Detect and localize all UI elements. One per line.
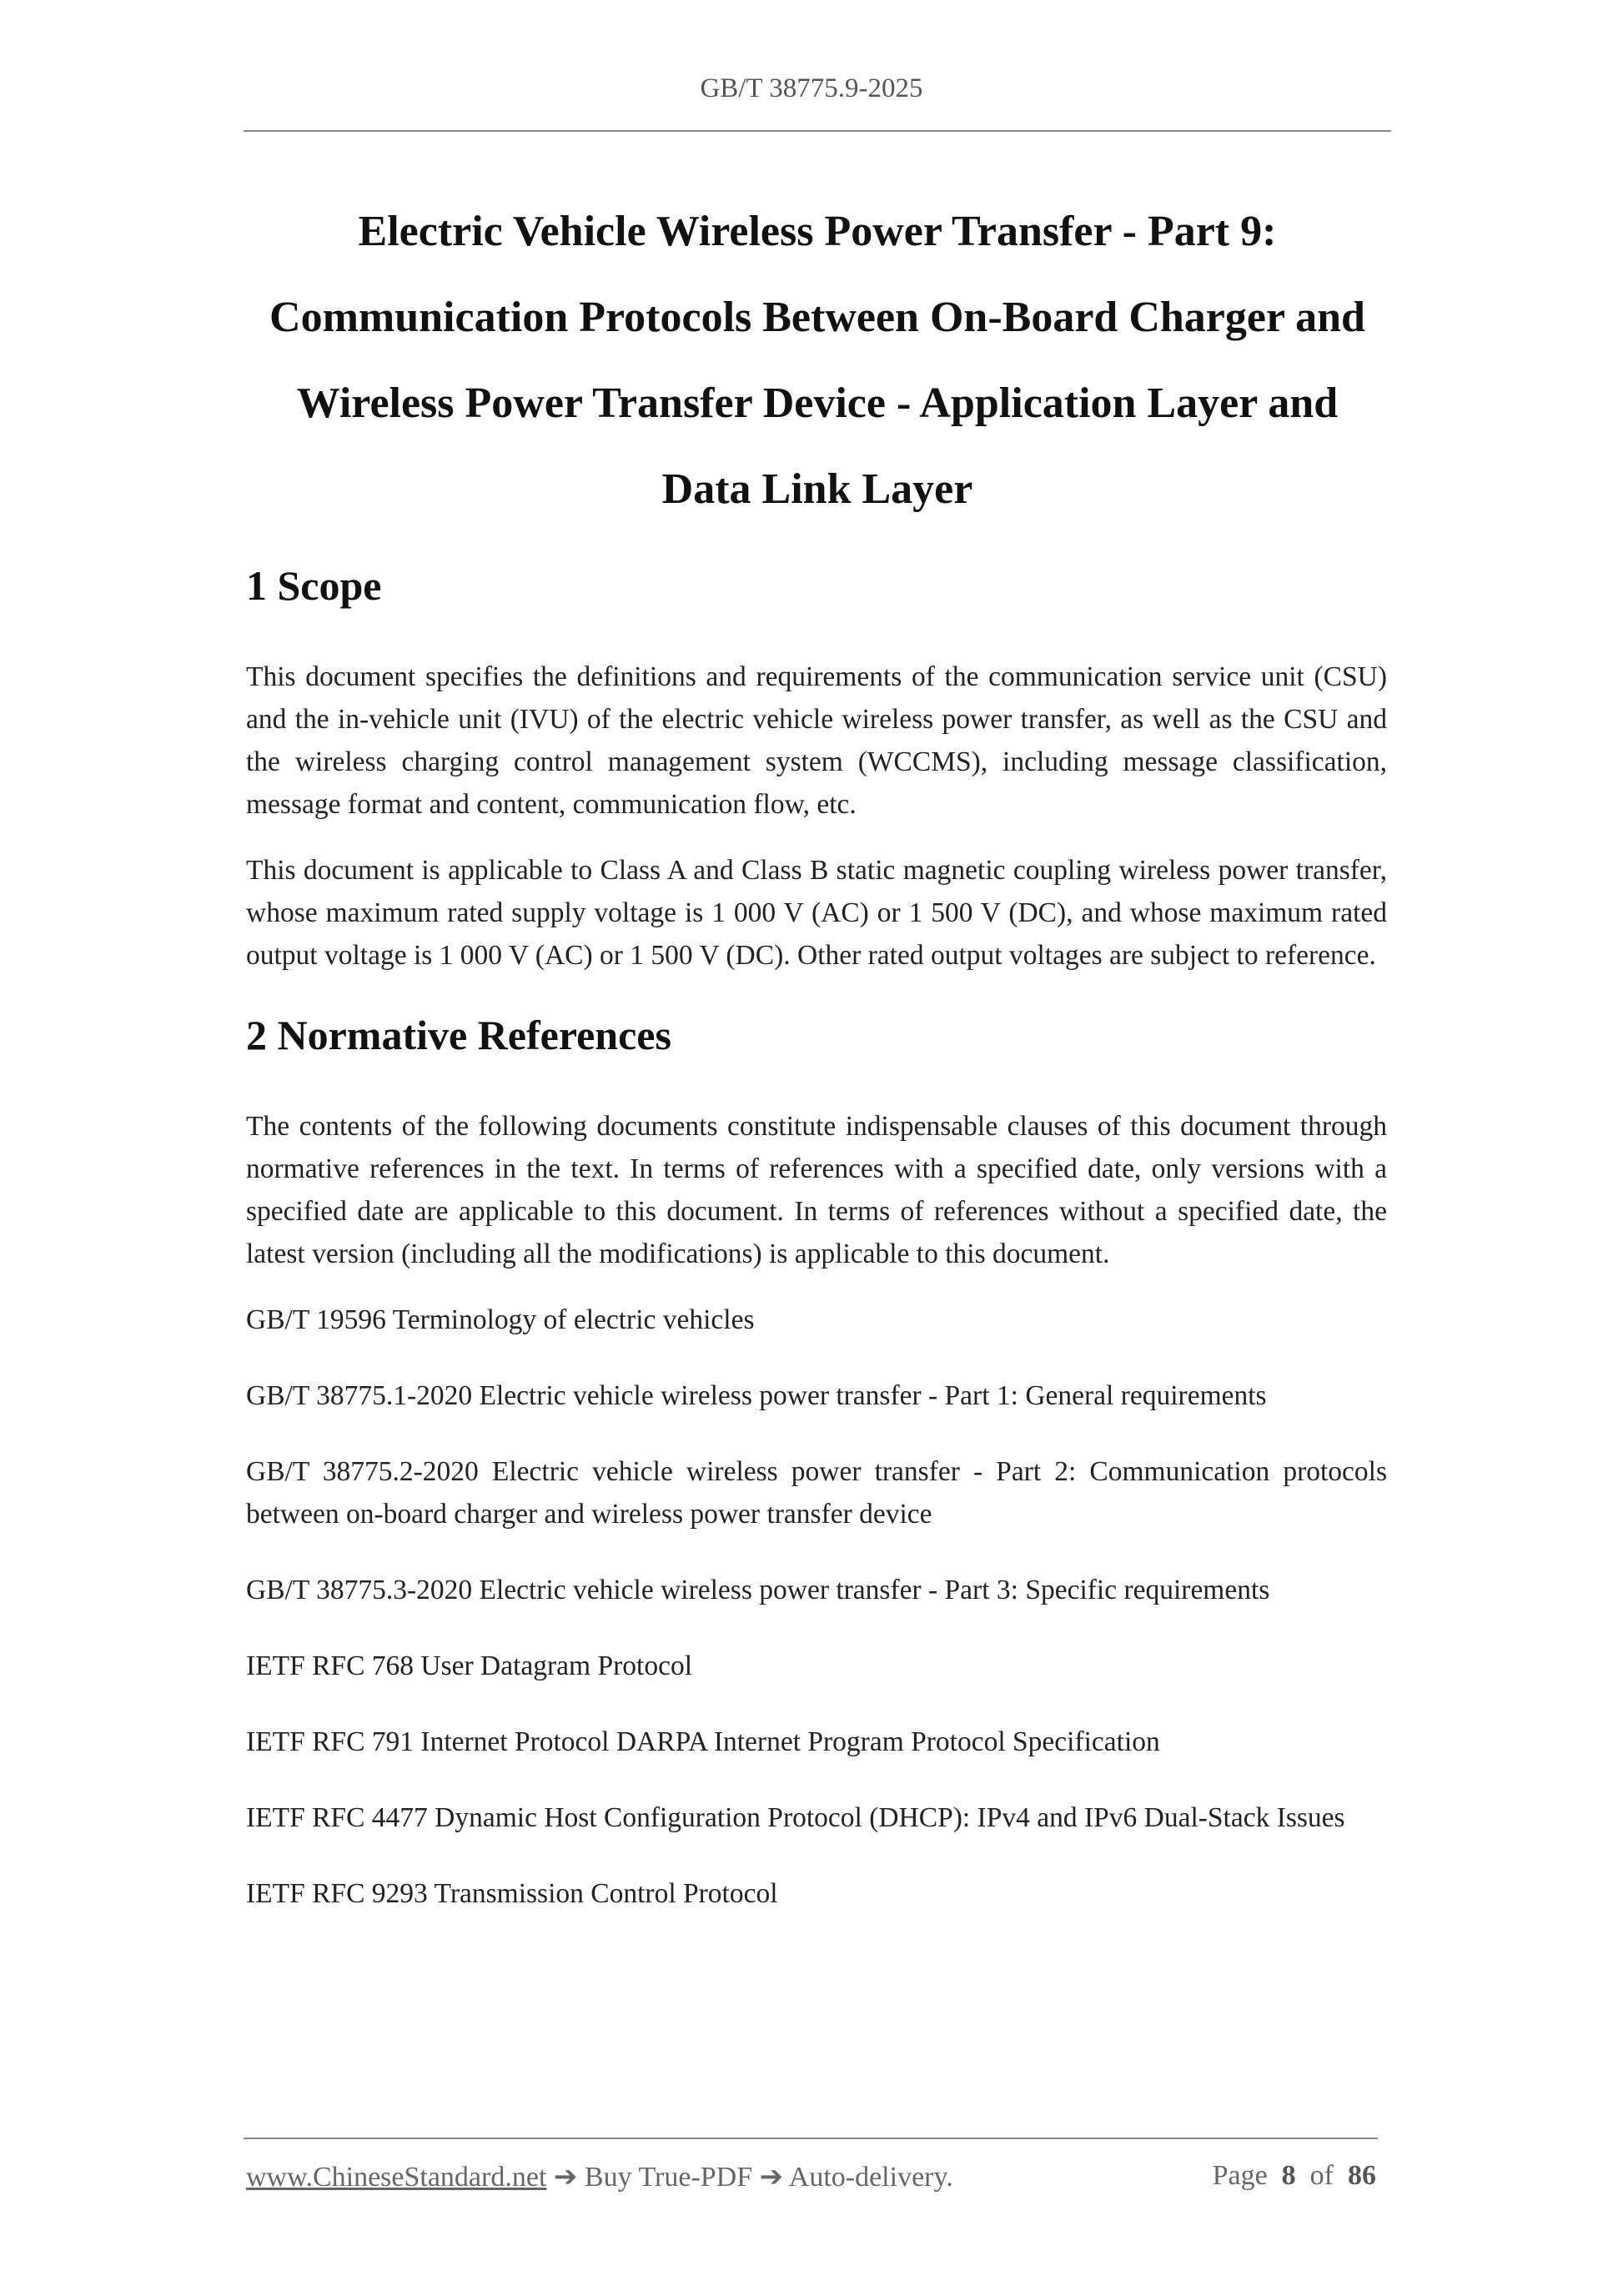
document-title — [244, 188, 1391, 532]
page-current: 8 — [1281, 2160, 1296, 2191]
section-normative-references — [246, 1010, 1387, 1915]
buy-text: Buy True-PDF — [584, 2162, 753, 2193]
reference-item: GB/T 38775.1-2020 Electric vehicle wireless power transfer - Part 1: General requirements — [246, 1380, 1267, 1411]
page-total: 86 — [1348, 2160, 1376, 2191]
reference-item: IETF RFC 4477 Dynamic Host Configuration Protocol (DHCP): IPv4 and IPv6 Dual-Stack Issues — [246, 1802, 1345, 1833]
footer-promo — [246, 2160, 953, 2193]
reference-item: IETF RFC 768 User Datagram Protocol — [246, 1650, 693, 1681]
reference-item: IETF RFC 9293 Transmission Control Protocol — [246, 1878, 778, 1909]
title-line: Communication Protocols Between On-Board Charger and — [269, 294, 1365, 341]
standard-code-header: GB/T 38775.9-2025 — [700, 73, 923, 103]
arrow-icon: ➔ — [759, 2162, 784, 2193]
arrow-icon: ➔ — [553, 2162, 578, 2193]
section-heading: 1 Scope — [246, 562, 382, 609]
of-label: of — [1309, 2160, 1334, 2191]
paragraph: This document specifies the definitions and requirements of the communication service unit (CSU) and the in-vehicle unit (IVU) of the electric vehicle wireless power transfer, as well as the CSU and the wireless charging control management system (WCCMS), including message classification, message format and content, communication flow, etc. — [246, 661, 1387, 820]
site-link[interactable]: www.ChineseStandard.net — [246, 2162, 547, 2193]
paragraph: This document is applicable to Class A and Class B static magnetic coupling wireless power transfer, whose maximum rated supply voltage is 1 000 V (AC) or 1 500 V (DC), and whose maximum rated output voltage is 1 000 V (AC) or 1 500 V (DC). Other rated output voltages are subject to reference. — [246, 855, 1387, 971]
reference-item: GB/T 38775.2-2020 Electric vehicle wireless power transfer - Part 2: Communication protocols between on-board charger and wireless power transfer device — [246, 1456, 1387, 1530]
reference-item: IETF RFC 791 Internet Protocol DARPA Internet Program Protocol Specification — [246, 1726, 1160, 1757]
document-body — [246, 560, 1387, 1948]
title-line: Electric Vehicle Wireless Power Transfer - Part 9: — [358, 208, 1277, 255]
reference-item: GB/T 38775.3-2020 Electric vehicle wireless power transfer - Part 3: Specific requirements — [246, 1575, 1270, 1605]
section-heading: 2 Normative References — [246, 1012, 671, 1058]
header-divider — [244, 130, 1391, 132]
paragraph: The contents of the following documents constitute indispensable clauses of this document through normative references in the text. In terms of references with a specified date, only versions with a specified date are applicable to this document. In terms of references without a specified date, the latest version (including all the modifications) is applicable to this document. — [246, 1111, 1387, 1269]
title-line: Wireless Power Transfer Device - Application Layer and — [296, 379, 1339, 427]
title-line: Data Link Layer — [661, 465, 973, 513]
delivery-text: Auto-delivery. — [788, 2162, 953, 2193]
footer-divider — [244, 2138, 1378, 2139]
reference-item: GB/T 19596 Terminology of electric vehicles — [246, 1304, 755, 1335]
section-scope — [246, 560, 1387, 977]
page-number — [1213, 2160, 1376, 2192]
page-label: Page — [1212, 2160, 1268, 2191]
